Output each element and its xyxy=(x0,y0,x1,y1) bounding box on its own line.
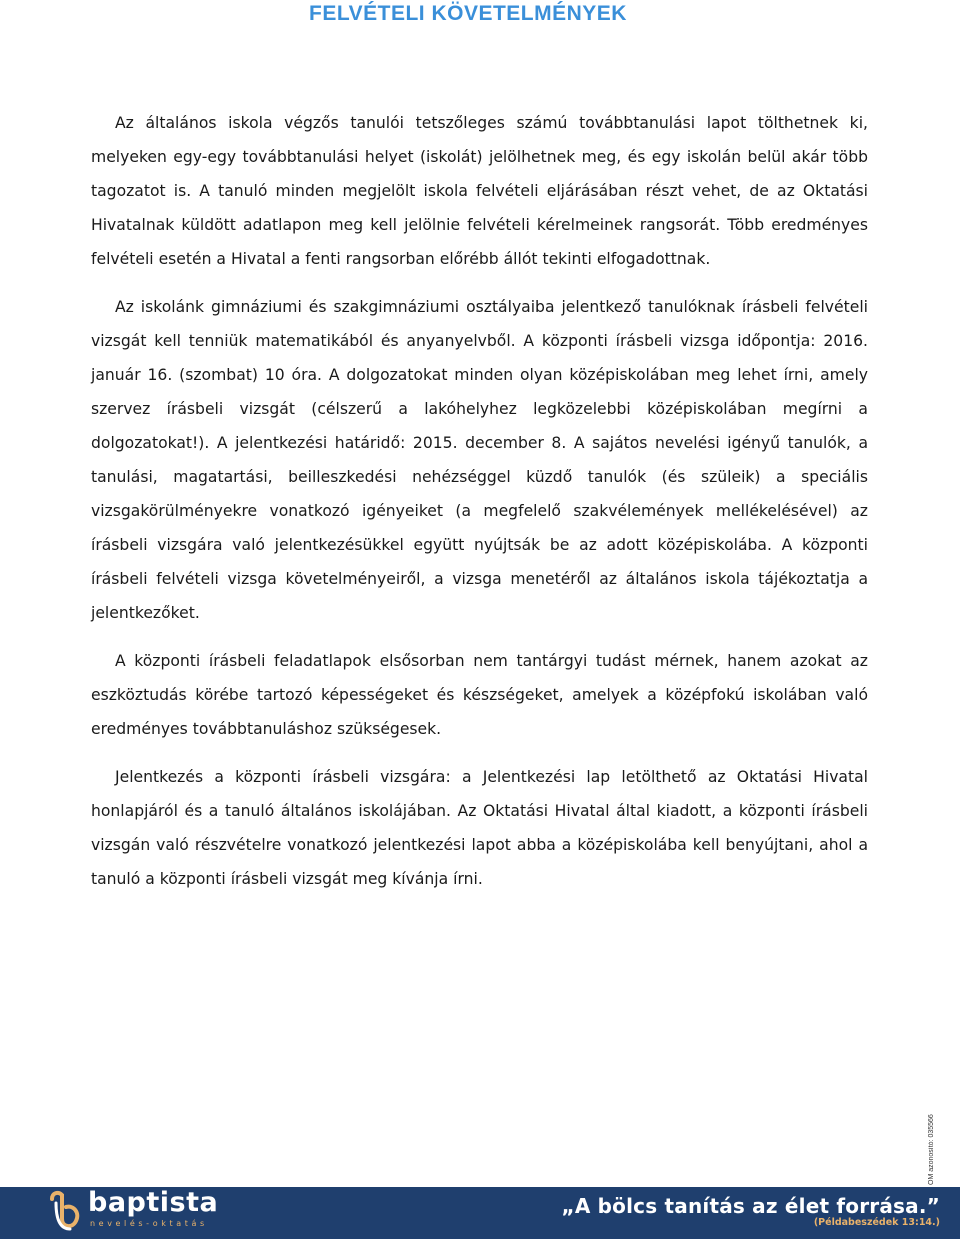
bible-reference: (Példabeszédek 13:14.) xyxy=(813,1217,940,1228)
page-title: FELVÉTELI KÖVETELMÉNYEK xyxy=(309,2,627,25)
logo-name: baptista xyxy=(88,1187,219,1218)
paragraph-registration: Jelentkezés a központi írásbeli vizsgára: a Jelentkezési lap letölthető az Oktatási Hivatal honlapjáról és a tanuló általános iskolájában. Az Oktatási Hivatal által kiadott, a központi írásbeli vizsgán való részvételre vonatkozó jelentkezési lapot abba a középiskolába kell benyújtani, ahol a tanuló a központi írásbeli vizsgát meg kívánja írni. xyxy=(91,768,868,888)
baptista-logo-icon xyxy=(46,1189,82,1233)
logo-subtitle: nevelés-oktatás xyxy=(90,1219,208,1228)
document-body xyxy=(91,106,868,910)
footer-banner xyxy=(0,1187,960,1239)
om-identifier: OM azonosító: 035566 xyxy=(928,1114,935,1185)
paragraph-written-exam: Az iskolánk gimnáziumi és szakgimnáziumi osztályaiba jelentkező tanulóknak írásbeli felvételi vizsgát kell tenniük matematikából és anyanyelvből. A központi írásbeli vizsga időpontja: 2016. január 16. (szombat) 10 óra. A dolgozatokat minden olyan középiskolában meg lehet írni, amely szervez írásbeli vizsgát (célszerű a lakóhelyhez legközelebbi középiskolában megírni a dolgozatokat!). A jelentkezési határidő: 2015. december 8. A sajátos nevelési igényű tanulók, a tanulási, magatartási, beilleszkedési nehézséggel küzdő tanulók (és szüleik) a speciális vizsgakörülményekre vonatkozó igényeiket (a megfelelő szakvélemények mellékelésével) az írásbeli vizsgára való jelentkezésükkel együtt nyújtsák be az adott középiskolába. A központi írásbeli felvételi vizsga követelményeiről, a vizsga menetéről az általános iskola tájékoztatja a jelentkezőket. xyxy=(91,298,868,622)
paragraph-application-sheets: Az általános iskola végzős tanulói tetszőleges számú továbbtanulási lapot tölthetnek ki, melyeken egy-egy továbbtanulási helyet (iskolát) jelölhetnek meg, és egy iskolán belül akár több tagozatot is. A tanuló minden megjelölt iskola felvételi eljárásában részt vehet, de az Oktatási Hivatalnak küldött adatlapon meg kell jelölnie felvételi kérelmeinek rangsorát. Több eredményes felvételi esetén a Hivatal a fenti rangsorban előrébb állót tekinti elfogadottnak. xyxy=(91,114,868,268)
paragraph-central-tasks: A központi írásbeli feladatlapok elsősorban nem tantárgyi tudást mérnek, hanem azokat az eszköztudás körébe tartozó képességeket és készségeket, amelyek a középfokú iskolában való eredményes továbbtanuláshoz szükségesek. xyxy=(91,652,868,738)
motto-quote: „A bölcs tanítás az élet forrása.” xyxy=(561,1194,940,1218)
